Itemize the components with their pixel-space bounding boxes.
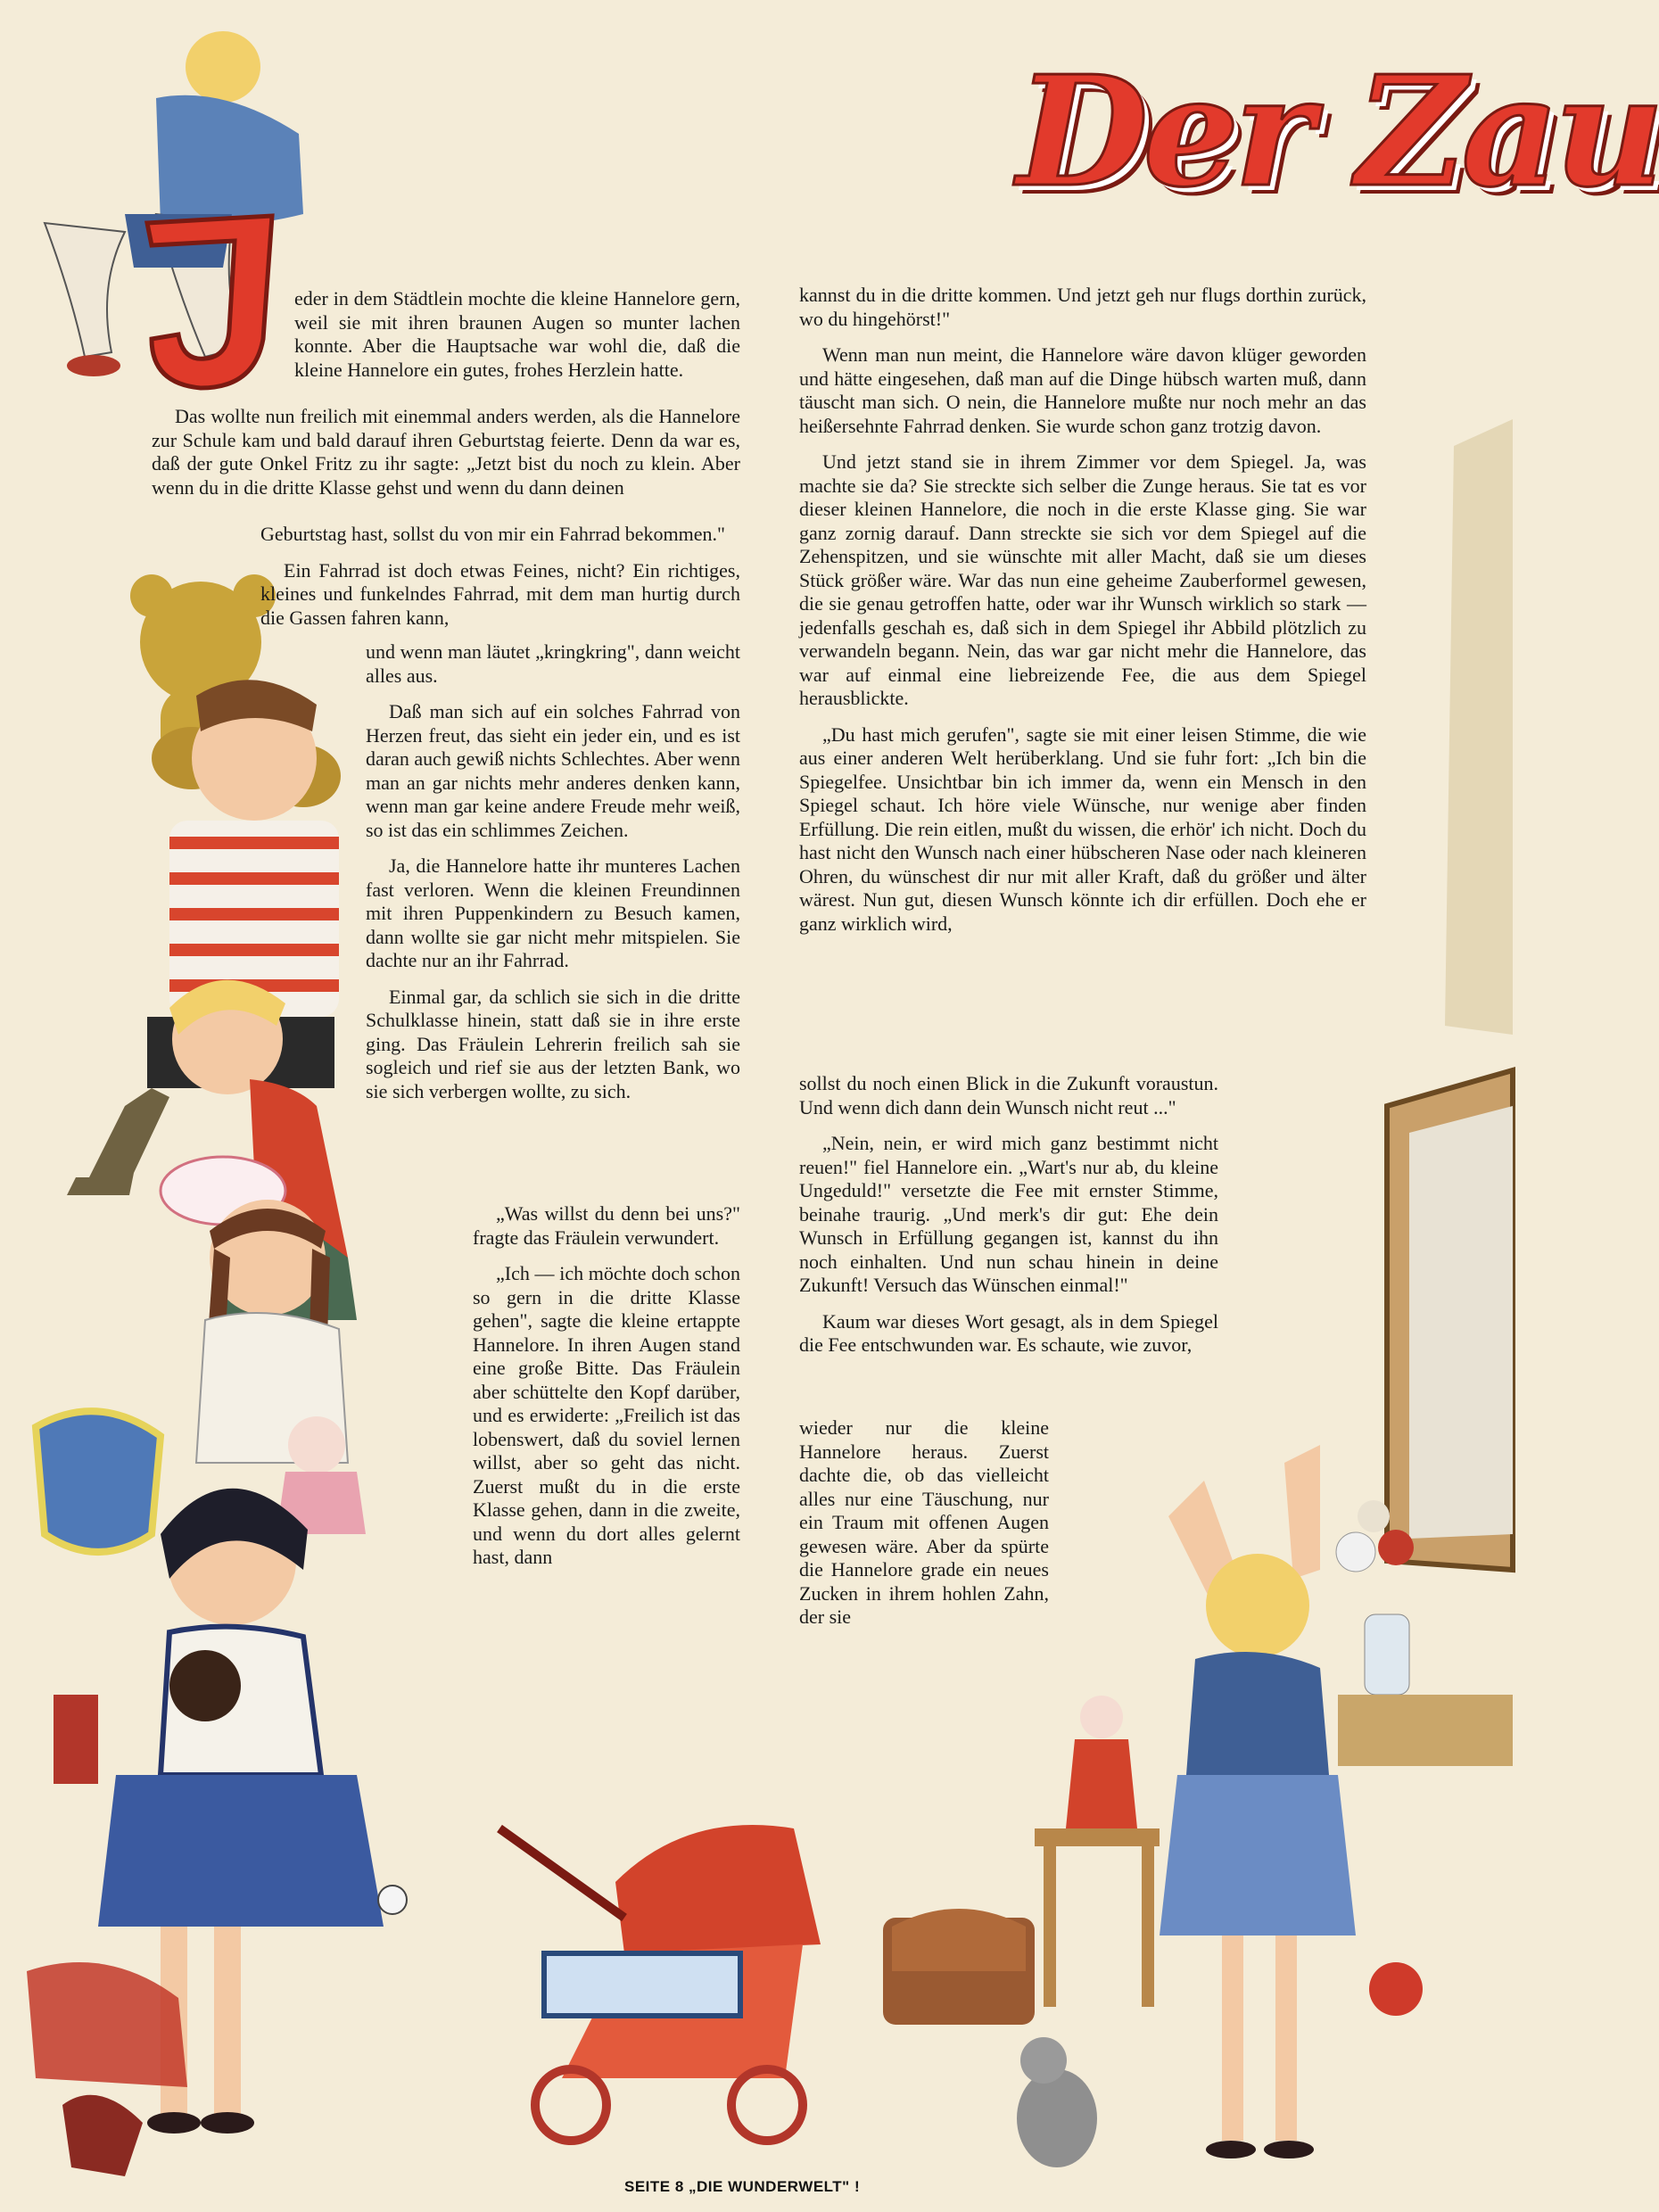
column-a-segment-1b — [152, 405, 740, 512]
paragraph: Daß man sich auf ein solches Fahrrad von Herzen freut, das sieht ein jeder ein, und es ist daran auch gewiß nichts Schlechtes. Aber wenn man an gar nichts mehr anderes denken kann, wenn man gar keine andere Freude mehr weiß, so ist das ein schlimmes Zeichen. — [366, 700, 740, 841]
mirror-frame — [1387, 419, 1513, 1570]
story-title: Der Zau — [1017, 43, 1659, 221]
paragraph: wieder nur die kleine Hannelore heraus. Zuerst dachte die, ob das vielleicht alles nur eine Täuschung, nur ein Traum mit offenen Augen gewesen wäre. Aber da spürte die Hannelore grade ein neues Zucken in ihrem hohlen Zahn, der sie — [799, 1416, 1049, 1628]
column-b-segment-1 — [799, 284, 1366, 948]
story-title-banner — [999, 43, 1659, 223]
paragraph: „Nein, nein, er wird mich ganz bestimmt nicht reuen!" fiel Hannelore ein. „Wart's nur ab, du kleine Ungeduld!" versetzte die Fee mit ernster Stimme, beinahe traurig. „Und merk's dir gut: Ehe dein Wunsch in Erfüllung gegangen ist, kannst du ihn noch einhalten. Und nun schau hinein in deine Zukunft! Versuch das Wünschen einmal!" — [799, 1132, 1218, 1296]
paragraph: Einmal gar, da schlich sie sich in die dritte Schulklasse hinein, statt daß sie in ihre erste ging. Das Fräulein Lehrerin freilich sah sie sogleich und rief sie aus der letzten Bank, wo sie sich verbergen wollte, zu sich. — [366, 985, 740, 1102]
column-a-segment-1 — [294, 287, 740, 394]
paragraph: Wenn man nun meint, die Hannelore wäre davon klüger geworden und hätte eingesehen, daß man auf die Dinge hübsch warten muß, dann täuscht man sich. O nein, die Hannelore mußte nur noch mehr an das heißersehnte Fahrrad denken. Sie wurde schon ganz trotzig davon. — [799, 343, 1366, 437]
dropcap-letter: J — [202, 325, 209, 343]
paragraph: eder in dem Städtlein mochte die kleine Hannelore gern, weil sie mit ihren braunen Augen so munter lachen konnte. Aber die Hauptsache war wohl die, daß die kleine Hannelore ein gutes, frohes Herzlein hatte. — [294, 287, 740, 381]
dropcap-j — [129, 205, 281, 392]
paragraph: Das wollte nun freilich mit einemmal anders werden, als die Hannelore zur Schule kam und bald darauf ihren Geburtstag feierte. Denn da war es, daß der gute Onkel Fritz zu ihr sagte: „Jetzt bist du noch zu klein. Aber wenn du in die dritte Klasse gehst und wenn du dann deinen — [152, 405, 740, 499]
column-b-segment-2 — [799, 1072, 1218, 1370]
paragraph: und wenn man läutet „kringkring", dann weicht alles aus. — [366, 640, 740, 687]
grey-cat — [1017, 2037, 1097, 2167]
reaching-girl-figure — [1160, 1445, 1356, 2158]
page-footer: SEITE 8 „DIE WUNDERWELT" ! — [624, 2178, 861, 2195]
column-a-segment-3 — [366, 640, 740, 1116]
school-satchel — [883, 1909, 1035, 2025]
paragraph: „Ich — ich möchte doch schon so gern in die dritte Klasse gehen", sagte die kleine ertappte Hannelore. In ihren Augen stand eine große Bitte. Das Fräulein aber schüttelte den Kopf darüber, und es erwiderte: „Freilich ist das lobenswert, daß du soviel lernen willst, aber so geht das nicht. Zuerst mußt du in die erste Klasse gehen, dann in die zweite, und wenn du dort alles gelernt hast, dann — [473, 1262, 740, 1568]
paragraph: „Du hast mich gerufen", sagte sie mit einer leisen Stimme, die wie aus einer anderen Welt herüberklang. Und sie fuhr fort: „Ich bin die Spiegelfee. Unsichtbar bin ich immer da, wenn ein Mensch in den Spiegel schaut. Ich höre viele Wünsche, nur wenige aber finden Erfüllung. Die rein eitlen, mußt du wissen, die erhör' ich nicht. Doch du hast nicht den Wunsch nach einer hübscheren Nase oder nach kleineren Ohren, du wünschest dir nur mit aller Kraft, daß du größer und älter wärest. Nun gut, diesen Wunsch könnte ich dir erfüllen. Doch ehe er ganz wirklich wird, — [799, 722, 1366, 935]
paragraph: Kaum war dieses Wort gesagt, als in dem Spiegel die Fee entschwunden war. Es schaute, wie zuvor, — [799, 1309, 1218, 1356]
paragraph: „Was willst du denn bei uns?" fragte das Fräulein verwundert. — [473, 1202, 740, 1249]
column-a-segment-2 — [260, 523, 740, 642]
column-a-segment-4 — [473, 1202, 740, 1582]
doll-pram — [499, 1825, 821, 2141]
red-ball — [1369, 1962, 1423, 2016]
paragraph: Ein Fahrrad ist doch etwas Feines, nicht? Ein richtiges, kleines und funkelndes Fahrrad, mit dem man hurtig durch die Gassen fahren kann, — [260, 558, 740, 629]
doll-on-chair — [1035, 1696, 1160, 2007]
column-b-segment-3 — [799, 1416, 1049, 1642]
paragraph: Ja, die Hannelore hatte ihr munteres Lachen fast verloren. Wenn die kleinen Freundinnen mit ihren Puppenkindern zu Besuch kamen, dann wollte sie gar nicht mehr mitspielen. Sie dachte nur an ihr Fahrrad. — [366, 854, 740, 971]
paragraph: Und jetzt stand sie in ihrem Zimmer vor dem Spiegel. Ja, was machte sie da? Sie streckte sich selber die Zunge heraus. Sie tat es vor dieser kleinen Hannelore, die noch in die erste Klasse ging. Sie war ganz zornig darauf. Dann streckte sie sich vor dem Spiegel auf die Zehenspitzen, und sie wünschte mit aller Macht, daß sie um dieses Stück größer wäre. War das nun eine geheime Zauberformel gewesen, die sie genau getroffen hatte, oder war ihr Wunsch wirklich so stark — jedenfalls geschah es, daß sich in dem Spiegel ihr Abbild plötzlich zu verwandeln begann. Nein, das war gar nicht mehr die Hannelore, das war auf einmal eine liebreizende Fee, die aus dem Spiegel herausblickte. — [799, 450, 1366, 709]
paragraph: kannst du in die dritte kommen. Und jetzt geh nur flugs dorthin zurück, wo du hingehörst!" — [799, 284, 1366, 330]
paragraph: sollst du noch einen Blick in die Zukunft voraustun. Und wenn dich dann dein Wunsch nicht reut ..." — [799, 1072, 1218, 1118]
paragraph: Geburtstag hast, sollst du von mir ein Fahrrad bekommen." — [260, 523, 726, 545]
